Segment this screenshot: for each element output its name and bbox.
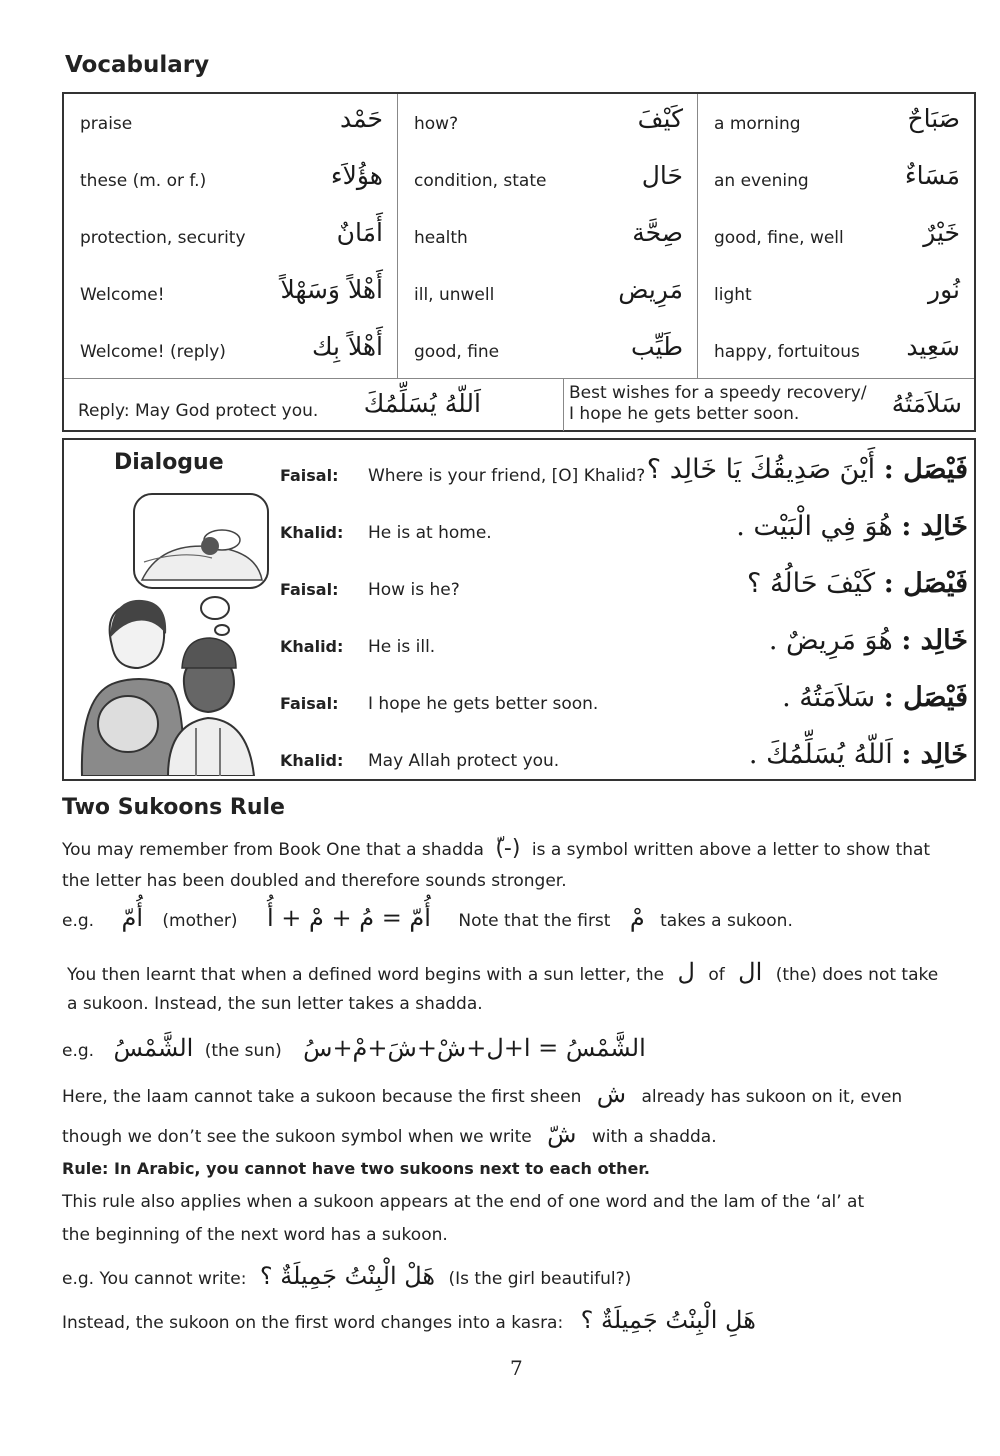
paragraph-line <box>67 958 938 986</box>
dialogue-arabic <box>736 511 968 542</box>
text: with a shadda. <box>591 1127 717 1147</box>
vocabulary-heading: Vocabulary <box>65 52 210 78</box>
vocab-english-line: Best wishes for a speedy recovery/ <box>569 383 867 403</box>
dialogue-arabic <box>647 454 968 485</box>
shadda-symbol: (ّ-) <box>495 836 521 861</box>
vocab-row <box>398 94 697 151</box>
dialogue-line <box>280 560 968 617</box>
arabic-speaker-name: فَيْصَل : <box>883 454 968 485</box>
vocab-row <box>398 265 697 322</box>
text: Note that the first <box>458 911 611 931</box>
vocab-arabic: صِحَّة <box>632 218 683 247</box>
gloss: (mother) <box>162 911 238 931</box>
arabic-speaker-name: فَيْصَل : <box>883 568 968 599</box>
dialogue-english: How is he? <box>368 580 460 600</box>
vocab-english <box>569 383 867 425</box>
vocab-arabic: نُور <box>928 275 960 304</box>
vocab-english: Welcome! (reply) <box>80 342 226 362</box>
vocabulary-table <box>62 92 976 432</box>
arabic-word: أُمّ <box>121 904 143 932</box>
arabic-speaker-name: خَالِد : <box>901 739 968 770</box>
speaker-name: Faisal: <box>280 694 339 713</box>
arabic-letter: ش <box>596 1080 627 1108</box>
gloss: (Is the girl beautiful?) <box>448 1269 632 1289</box>
vocab-row <box>64 208 397 265</box>
vocab-english-line: I hope he gets better soon. <box>569 404 800 424</box>
boys-illustration <box>72 488 272 776</box>
dialogue-arabic <box>749 739 968 770</box>
vocab-row <box>698 322 974 379</box>
arabic-sentence: كَيْفَ حَالُهُ ؟ <box>747 568 876 599</box>
vocabulary-column-1 <box>64 94 398 378</box>
dialogue-english: Where is your friend, [O] Khalid? <box>368 466 646 486</box>
text: though we don’t see the sukoon symbol when we write <box>62 1127 532 1147</box>
vocab-english: light <box>714 285 752 305</box>
speaker-name: Faisal: <box>280 580 339 599</box>
example-line <box>62 1034 646 1062</box>
arabic-sentence: هُوَ فِي الْبَيْت . <box>736 511 893 542</box>
paragraph-line: This rule also applies when a sukoon appears at the end of one word and the lam of the ‘al’ at <box>62 1192 865 1212</box>
text: You may remember from Book One that a shadda <box>62 840 484 860</box>
vocab-row <box>398 208 697 265</box>
paragraph-line <box>62 1120 717 1148</box>
example-label: e.g. <box>62 1041 95 1061</box>
example-line <box>62 904 793 932</box>
text: takes a sukoon. <box>660 911 793 931</box>
arabic-equation: الشَّمْسُ = ا+ل+شْ+شَ+مْ+سُ <box>303 1034 646 1062</box>
dialogue-arabic <box>747 568 968 599</box>
dialogue-line <box>280 446 968 503</box>
vocab-english: happy, fortuitous <box>714 342 860 362</box>
vocab-arabic: خَيْرٌ <box>923 218 960 247</box>
dialogue-english: He is ill. <box>368 637 436 657</box>
vocab-english: praise <box>80 114 133 134</box>
paragraph-line: the beginning of the next word has a sukoon. <box>62 1225 448 1245</box>
arabic-speaker-name: خَالِد : <box>901 511 968 542</box>
vocab-arabic: سَلاَمَتُهُ <box>891 389 962 418</box>
arabic-equation: أُمّ = مُ + مْ + أُ <box>266 904 431 932</box>
gloss: (the sun) <box>204 1041 282 1061</box>
vocab-english: an evening <box>714 171 809 191</box>
vocab-row <box>64 265 397 322</box>
vocabulary-column-2 <box>398 94 698 378</box>
vocab-english: these (m. or f.) <box>80 171 207 191</box>
vocab-english: good, fine <box>414 342 500 362</box>
vocab-english: ill, unwell <box>414 285 495 305</box>
text: You then learnt that when a defined word begins with a sun letter, the <box>67 965 665 985</box>
paragraph-line: the letter has been doubled and therefore sounds stronger. <box>62 871 567 891</box>
dialogue-line <box>280 503 968 560</box>
arabic-speaker-name: خَالِد : <box>901 625 968 656</box>
paragraph-line: a sukoon. Instead, the sun letter takes a shadda. <box>67 994 483 1014</box>
vocab-arabic: أَهْلاً وَسَهْلاً <box>280 275 383 304</box>
vocab-arabic: أَمَانٌ <box>336 218 383 247</box>
text: already has sukoon on it, even <box>641 1087 903 1107</box>
dialogue-english: He is at home. <box>368 523 492 543</box>
page-number: 7 <box>510 1356 523 1380</box>
vocab-row <box>698 265 974 322</box>
arabic-letter: ال <box>738 958 763 986</box>
speaker-name: Faisal: <box>280 466 339 485</box>
vocab-arabic: سَعِيد <box>906 332 960 361</box>
vocab-english: good, fine, well <box>714 228 844 248</box>
rule-heading: Two Sukoons Rule <box>62 795 285 820</box>
arabic-speaker-name: فَيْصَل : <box>883 682 968 713</box>
vocab-row <box>698 151 974 208</box>
vocab-row <box>398 151 697 208</box>
vocab-english: Welcome! <box>80 285 165 305</box>
arabic-sentence: هُوَ مَرِيضٌ . <box>768 625 893 656</box>
vocab-english: condition, state <box>414 171 547 191</box>
dialogue-line <box>280 674 968 731</box>
paragraph-line <box>62 1080 902 1108</box>
vocab-row <box>398 322 697 379</box>
arabic-sentence: هَلِ الْبِنْتُ جَمِيلَةٌ ؟ <box>580 1306 756 1334</box>
vocab-english: protection, security <box>80 228 246 248</box>
text: (the) does not take <box>775 965 939 985</box>
vocab-arabic: حَال <box>641 161 683 190</box>
paragraph-line <box>62 836 930 861</box>
vocab-arabic: هؤُلاَء <box>330 161 383 190</box>
arabic-sentence: سَلاَمَتُهُ . <box>782 682 876 713</box>
vocab-arabic: مَسَاءٌ <box>904 161 960 190</box>
speaker-name: Khalid: <box>280 751 344 770</box>
vocab-row <box>64 322 397 379</box>
vocab-english: health <box>414 228 468 248</box>
example-label: e.g. <box>62 911 95 931</box>
arabic-letter: مْ <box>629 904 645 932</box>
vocab-arabic: أَهْلاً بِك <box>311 332 383 361</box>
vocab-row <box>698 208 974 265</box>
vocab-english: Reply: May God protect you. <box>78 401 319 421</box>
vocab-row <box>64 94 397 151</box>
dialogue-english: I hope he gets better soon. <box>368 694 599 714</box>
dialogue-line <box>280 731 968 788</box>
vocab-english: how? <box>414 114 459 134</box>
dialogue-arabic <box>782 682 968 713</box>
arabic-letter: ل <box>677 958 695 986</box>
arabic-sentence: أَيْنَ صَدِيقُكَ يَا خَالِد ؟ <box>646 454 876 485</box>
vocab-arabic: حَمْد <box>339 104 383 133</box>
vocabulary-footer-row <box>64 378 974 430</box>
dialogue-english: May Allah protect you. <box>368 751 560 771</box>
vocab-footer-left <box>64 379 564 431</box>
dialogue-arabic <box>769 625 968 656</box>
example-line <box>62 1306 756 1334</box>
text: is a symbol written above a letter to show that <box>531 840 931 860</box>
vocab-arabic: صَبَاحٌ <box>907 104 960 133</box>
vocab-arabic: مَرِيض <box>618 275 683 304</box>
arabic-word: الشَّمْسُ <box>113 1034 194 1062</box>
text: Here, the laam cannot take a sukoon because the first sheen <box>62 1087 582 1107</box>
example-label: e.g. You cannot write: <box>62 1269 247 1289</box>
example-line <box>62 1262 631 1290</box>
vocab-row <box>698 94 974 151</box>
speaker-name: Khalid: <box>280 523 344 542</box>
arabic-sentence: اَللّهُ يُسَلِّمُكَ . <box>748 739 893 770</box>
text: Instead, the sukoon on the first word changes into a kasra: <box>62 1313 564 1333</box>
vocab-arabic: اَللّهُ يُسَلِّمُكَ <box>363 389 481 418</box>
dialogue-heading: Dialogue <box>114 450 224 475</box>
vocab-english: a morning <box>714 114 801 134</box>
arabic-sentence: هَلْ الْبِنْتُ جَمِيلَةٌ ؟ <box>259 1262 436 1290</box>
vocabulary-column-3 <box>698 94 974 378</box>
arabic-letter: شّ <box>547 1120 577 1148</box>
dialogue-line <box>280 617 968 674</box>
vocab-arabic: كَيْفَ <box>637 104 683 133</box>
text: of <box>708 965 725 985</box>
dialogue-panel <box>62 438 976 781</box>
speaker-name: Khalid: <box>280 637 344 656</box>
rule-statement: Rule: In Arabic, you cannot have two sukoons next to each other. <box>62 1159 651 1178</box>
vocab-arabic: طَيِّب <box>631 332 683 361</box>
vocab-row <box>64 151 397 208</box>
